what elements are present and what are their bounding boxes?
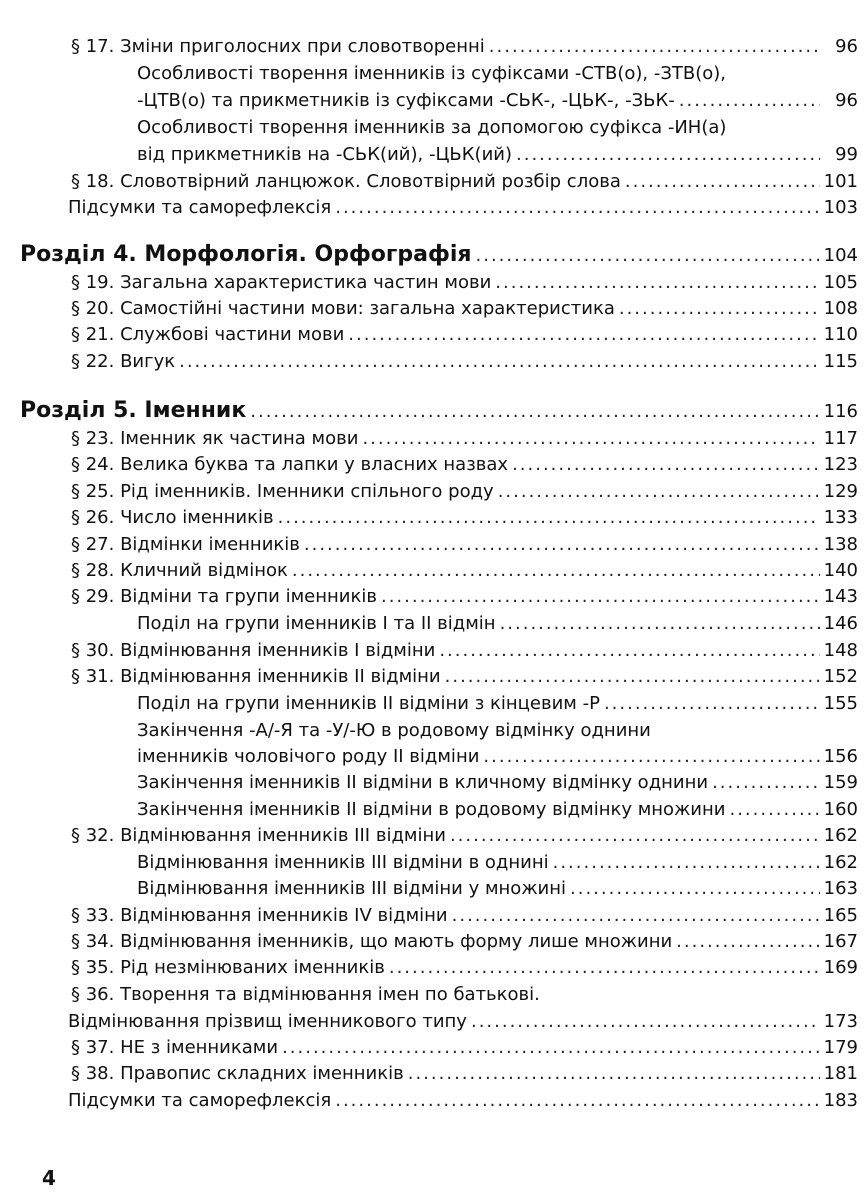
leader-dots [335,1090,819,1112]
toc-entry-page: 105 [823,272,858,293]
leader-dots [292,560,820,582]
toc-subentry-s17b [0,144,866,166]
toc-entry-page: 101 [823,171,858,192]
toc-entry-page: 165 [823,905,858,926]
toc-entry-title: § 25. Рід іменників. Іменники спільного роду [71,481,494,502]
toc-entry-page: 129 [823,481,858,502]
toc-entry-page: 108 [823,298,858,319]
toc-entry-s30 [0,640,866,662]
toc-entry-page: 152 [823,666,858,687]
toc-subentry-s31a [0,693,866,715]
toc-entry-title: іменників чоловічого роду ІІ відміни [137,746,480,767]
toc-entry-title: Відмінювання іменників ІІІ відміни в однині [137,852,549,873]
toc-entry-title: Відмінювання іменників ІІІ відміни у множині [137,878,567,899]
toc-entry-s22 [0,351,866,373]
leader-dots [445,666,820,688]
leader-dots [362,428,819,450]
leader-dots [712,772,820,794]
leader-dots [512,454,820,476]
toc-entry-title: § 37. НЕ з іменниками [71,1037,279,1058]
toc-entry-title: § 38. Правопис складних іменників [71,1063,404,1084]
toc-entry-title: § 24. Велика буква та лапки у власних назвах [71,454,509,475]
leader-dots [679,90,820,112]
leader-dots [498,481,820,503]
toc-subentry-s29a [0,613,866,635]
leader-dots [483,746,819,768]
toc-entry-summary-3 [0,197,866,219]
toc-entry-title: Закінчення іменників ІІ відміни в родовому відмінку множини [137,799,726,820]
toc-entry-page: 138 [823,534,858,555]
toc-entry-page: 110 [823,324,858,345]
leader-dots [282,1037,820,1059]
toc-section-title: Розділ 5. Іменник [20,398,247,423]
toc-entry-s38 [0,1063,866,1085]
toc-entry-page: 156 [823,746,858,767]
toc-entry-page: 96 [835,36,858,57]
toc-entry-page: 173 [823,1011,858,1032]
toc-entry-page: 159 [823,772,858,793]
toc-entry-title: § 30. Відмінювання іменників І відміни [71,640,436,661]
leader-dots [489,36,820,58]
toc-entry-s31 [0,666,866,688]
toc-entry-page: 143 [823,586,858,607]
toc-entry-s17 [0,36,866,58]
toc-entry-title: § 34. Відмінювання іменників, що мають форму лише множини [71,931,673,952]
leader-dots [495,272,819,294]
toc-entry-title: § 35. Рід незмінюваних іменників [71,957,385,978]
toc-entry-page: 133 [823,507,858,528]
toc-entry-s26 [0,507,866,529]
leader-dots [516,144,820,166]
toc-subentry-s31c [0,772,866,794]
leader-dots [389,957,820,979]
toc-entry-s37 [0,1037,866,1059]
toc-entry-page: 183 [823,1090,858,1111]
toc-entry-title: § 20. Самостійні частини мови: загальна характеристика [71,298,615,319]
leader-dots [348,324,819,346]
toc-subentry-s31b [0,746,866,768]
toc-entry-s21 [0,324,866,346]
toc-entry-line: § 36. Творення та відмінювання імен по батькові. [71,984,540,1005]
toc-subentry-line: Закінчення -А/-Я та -У/-Ю в родовому відмінку однини [137,720,651,741]
toc-section-title: Розділ 4. Морфологія. Орфографія [20,242,472,267]
toc-entry-title: -ЦТВ(о) та прикметників із суфіксами -СЬК-, -ЦЬК-, -ЗЬК- [137,90,675,111]
toc-entry-title: § 32. Відмінювання іменників ІІІ відміни [71,825,446,846]
leader-dots [570,878,820,900]
toc-entry-page: 160 [823,799,858,820]
toc-entry-s33 [0,905,866,927]
leader-dots [553,852,820,874]
toc-entry-title: Підсумки та саморефлексія [68,1090,332,1111]
leader-dots [450,825,820,847]
toc-entry-title: § 33. Відмінювання іменників IV відміни [71,905,448,926]
leader-dots [439,640,819,662]
leader-dots [452,905,820,927]
toc-entry-title: § 18. Словотвірний ланцюжок. Словотвірний розбір слова [71,171,621,192]
toc-entry-page: 162 [823,852,858,873]
toc-entry-page: 123 [823,454,858,475]
leader-dots [676,931,819,953]
toc-entry-s35 [0,957,866,979]
leader-dots [250,401,819,423]
leader-dots [619,298,820,320]
toc-entry-title: § 17. Зміни приголосних при словотворенні [71,36,485,57]
toc-entry-page: 148 [823,640,858,661]
toc-entry-page: 181 [823,1063,858,1084]
toc-entry-title: Відмінювання прізвищ іменникового типу [68,1011,467,1032]
toc-section-5 [0,400,866,423]
toc-entry-s36 [0,1011,866,1033]
toc-entry-title: § 23. Іменник як частина мови [71,428,359,449]
toc-entry-title: § 29. Відміни та групи іменників [71,586,377,607]
toc-entry-page: 179 [823,1037,858,1058]
page-number: 4 [42,1166,56,1190]
toc-entry-title: § 21. Службові частини мови [71,324,345,345]
leader-dots [471,1011,820,1033]
toc-subentry-s17a [0,90,866,112]
toc-entry-title: Поділ на групи іменників І та ІІ відмін [137,613,496,634]
toc-entry-summary-5 [0,1090,866,1112]
toc-entry-page: 155 [823,693,858,714]
toc-entry-page: 104 [823,245,858,266]
toc-entry-page: 140 [823,560,858,581]
toc-subentry-line: Особливості творення іменників за допомогою суфікса -ИН(а) [137,117,727,138]
toc-entry-page: 103 [823,197,858,218]
toc-entry-s32 [0,825,866,847]
leader-dots [179,351,820,373]
toc-entry-page: 167 [823,931,858,952]
toc-entry-page: 117 [823,428,858,449]
toc-section-4 [0,244,866,267]
toc-entry-page: 99 [835,144,858,165]
toc-entry-title: Підсумки та саморефлексія [68,197,332,218]
toc-entry-page: 162 [823,825,858,846]
toc-entry-title: Закінчення іменників ІІ відміни в кличному відмінку однини [137,772,709,793]
toc-entry-s24 [0,454,866,476]
toc-entry-title: § 26. Число іменників [71,507,274,528]
leader-dots [625,171,820,193]
toc-entry-s28 [0,560,866,582]
toc-entry-page: 169 [823,957,858,978]
leader-dots [278,507,820,529]
toc-entry-page: 163 [823,878,858,899]
toc-entry-s27 [0,534,866,556]
toc-entry-title: § 31. Відмінювання іменників ІІ відміни [71,666,441,687]
toc-subentry-line: Особливості творення іменників із суфіксами -СТВ(о), -ЗТВ(о), [137,63,726,84]
toc-entry-s25 [0,481,866,503]
leader-dots [304,534,820,556]
toc-entry-s19 [0,272,866,294]
toc-subentry-s32a [0,852,866,874]
toc-entry-s23 [0,428,866,450]
leader-dots [729,799,819,821]
toc-entry-title: Поділ на групи іменників ІІ відміни з кінцевим -Р [137,693,600,714]
leader-dots [604,693,820,715]
toc-entry-s34 [0,931,866,953]
toc-entry-title: § 27. Відмінки іменників [71,534,300,555]
toc-entry-page: 96 [835,90,858,111]
leader-dots [500,613,820,635]
toc-entry-s20 [0,298,866,320]
toc-subentry-s32b [0,878,866,900]
toc-entry-title: § 28. Кличний відмінок [71,560,288,581]
leader-dots [476,245,820,267]
toc-entry-s29 [0,586,866,608]
toc-subentry-s31d [0,799,866,821]
toc-entry-page: 146 [823,613,858,634]
toc-entry-title: § 22. Вигук [71,351,176,372]
toc-entry-s18 [0,171,866,193]
leader-dots [408,1063,820,1085]
toc-entry-page: 115 [823,351,858,372]
toc-entry-title: § 19. Загальна характеристика частин мови [71,272,492,293]
leader-dots [335,197,819,219]
toc-entry-page: 116 [823,401,858,422]
toc-entry-title: від прикметників на -СЬК(ий), -ЦЬК(ий) [137,144,512,165]
leader-dots [381,586,820,608]
